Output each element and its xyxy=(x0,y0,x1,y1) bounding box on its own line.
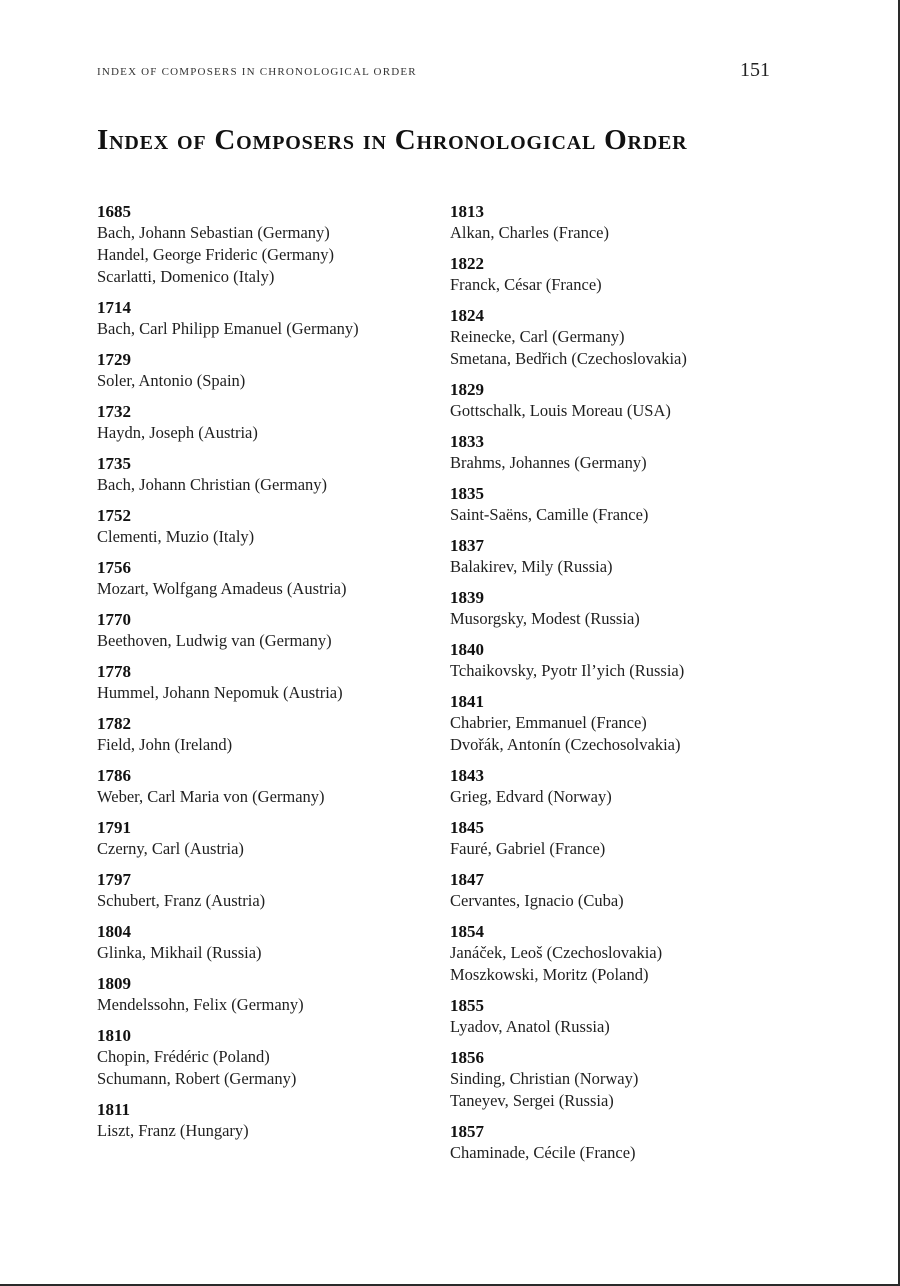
composer-entry: Smetana, Bedřich (Czechoslovakia) xyxy=(450,349,687,368)
composer-entry: Beethoven, Ludwig van (Germany) xyxy=(97,631,332,650)
year-heading: 1791 xyxy=(97,818,131,837)
composer-entry: Bach, Johann Sebastian (Germany) xyxy=(97,223,330,242)
composer-entry: Mozart, Wolfgang Amadeus (Austria) xyxy=(97,579,347,598)
composer-entry: Schubert, Franz (Austria) xyxy=(97,891,266,910)
composer-entry: Chabrier, Emmanuel (France) xyxy=(450,713,647,732)
page-title: Index of Composers in Chronological Order xyxy=(97,124,688,156)
year-entry xyxy=(450,306,790,370)
year-entry xyxy=(450,640,790,682)
year-heading: 1756 xyxy=(97,558,131,577)
composer-entry: Scarlatti, Domenico (Italy) xyxy=(97,267,275,286)
year-heading: 1841 xyxy=(450,692,484,711)
year-entry xyxy=(450,484,790,526)
composer-entry: Gottschalk, Louis Moreau (USA) xyxy=(450,401,671,420)
composer-entry: Haydn, Joseph (Austria) xyxy=(97,423,258,442)
year-entry xyxy=(450,766,790,808)
composer-entry: Fauré, Gabriel (France) xyxy=(450,839,606,858)
year-entry xyxy=(450,1048,790,1112)
year-entry xyxy=(97,662,437,704)
composer-entry: Chopin, Frédéric (Poland) xyxy=(97,1047,270,1066)
composer-entry: Alkan, Charles (France) xyxy=(450,223,609,242)
year-entry xyxy=(450,996,790,1038)
year-heading: 1837 xyxy=(450,536,484,555)
year-entry xyxy=(97,202,437,288)
year-entry xyxy=(450,432,790,474)
composer-entry: Saint-Saëns, Camille (France) xyxy=(450,505,649,524)
year-heading: 1833 xyxy=(450,432,484,451)
year-entry xyxy=(97,766,437,808)
composer-entry: Czerny, Carl (Austria) xyxy=(97,839,244,858)
year-heading: 1729 xyxy=(97,350,131,369)
composer-entry: Handel, George Frideric (Germany) xyxy=(97,245,335,264)
year-heading: 1856 xyxy=(450,1048,484,1067)
year-entry xyxy=(450,202,790,244)
year-heading: 1752 xyxy=(97,506,131,525)
composer-entry: Brahms, Johannes (Germany) xyxy=(450,453,647,472)
year-heading: 1843 xyxy=(450,766,484,785)
right-column xyxy=(450,202,790,1174)
year-entry xyxy=(97,298,437,340)
year-heading: 1735 xyxy=(97,454,131,473)
year-heading: 1835 xyxy=(450,484,484,503)
year-heading: 1839 xyxy=(450,588,484,607)
composer-entry: Reinecke, Carl (Germany) xyxy=(450,327,625,346)
composer-entry: Janáček, Leoš (Czechoslovakia) xyxy=(450,943,663,962)
composer-entry: Grieg, Edvard (Norway) xyxy=(450,787,612,806)
composer-entry: Hummel, Johann Nepomuk (Austria) xyxy=(97,683,343,702)
year-entry xyxy=(97,506,437,548)
year-entry xyxy=(450,536,790,578)
composer-entry: Soler, Antonio (Spain) xyxy=(97,371,246,390)
left-column xyxy=(97,202,437,1152)
composer-entry: Bach, Carl Philipp Emanuel (Germany) xyxy=(97,319,359,338)
year-heading: 1845 xyxy=(450,818,484,837)
year-entry xyxy=(97,818,437,860)
year-heading: 1824 xyxy=(450,306,484,325)
composer-entry: Liszt, Franz (Hungary) xyxy=(97,1121,249,1140)
year-heading: 1770 xyxy=(97,610,131,629)
year-heading: 1810 xyxy=(97,1026,131,1045)
year-entry xyxy=(97,1026,437,1090)
year-heading: 1840 xyxy=(450,640,484,659)
year-heading: 1829 xyxy=(450,380,484,399)
year-entry xyxy=(450,588,790,630)
composer-entry: Weber, Carl Maria von (Germany) xyxy=(97,787,325,806)
year-entry xyxy=(97,870,437,912)
year-heading: 1847 xyxy=(450,870,484,889)
year-heading: 1797 xyxy=(97,870,131,889)
year-entry xyxy=(450,692,790,756)
composer-entry: Franck, César (France) xyxy=(450,275,602,294)
year-heading: 1786 xyxy=(97,766,131,785)
year-entry xyxy=(97,610,437,652)
year-heading: 1813 xyxy=(450,202,484,221)
composer-entry: Lyadov, Anatol (Russia) xyxy=(450,1017,610,1036)
composer-entry: Bach, Johann Christian (Germany) xyxy=(97,475,328,494)
year-entry xyxy=(97,350,437,392)
year-entry xyxy=(450,380,790,422)
composer-entry: Balakirev, Mily (Russia) xyxy=(450,557,613,576)
year-heading: 1811 xyxy=(97,1100,131,1119)
composer-entry: Taneyev, Sergei (Russia) xyxy=(450,1091,614,1110)
composer-entry: Musorgsky, Modest (Russia) xyxy=(450,609,640,628)
year-heading: 1804 xyxy=(97,922,131,941)
year-heading: 1855 xyxy=(450,996,484,1015)
composer-entry: Moszkowski, Moritz (Poland) xyxy=(450,965,649,984)
year-heading: 1857 xyxy=(450,1122,484,1141)
year-entry xyxy=(97,714,437,756)
composer-entry: Glinka, Mikhail (Russia) xyxy=(97,943,262,962)
year-heading: 1809 xyxy=(97,974,131,993)
composer-entry: Dvořák, Antonín (Czechosolvakia) xyxy=(450,735,681,754)
composer-entry: Cervantes, Ignacio (Cuba) xyxy=(450,891,624,910)
year-heading: 1685 xyxy=(97,202,131,221)
composer-entry: Schumann, Robert (Germany) xyxy=(97,1069,297,1088)
year-entry xyxy=(450,254,790,296)
year-heading: 1782 xyxy=(97,714,131,733)
page-number: 151 xyxy=(740,59,770,81)
composer-entry: Chaminade, Cécile (France) xyxy=(450,1143,636,1162)
year-entry xyxy=(97,402,437,444)
year-entry xyxy=(97,454,437,496)
composer-entry: Mendelssohn, Felix (Germany) xyxy=(97,995,304,1014)
composer-entry: Field, John (Ireland) xyxy=(97,735,233,754)
composer-entry: Sinding, Christian (Norway) xyxy=(450,1069,639,1088)
year-entry xyxy=(450,922,790,986)
year-heading: 1822 xyxy=(450,254,484,273)
year-entry xyxy=(97,1100,437,1142)
year-entry xyxy=(97,974,437,1016)
year-heading: 1778 xyxy=(97,662,131,681)
year-entry xyxy=(450,818,790,860)
running-head: INDEX OF COMPOSERS IN CHRONOLOGICAL ORDER xyxy=(97,66,417,78)
composer-entry: Tchaikovsky, Pyotr Il’yich (Russia) xyxy=(450,661,685,680)
year-heading: 1714 xyxy=(97,298,131,317)
year-entry xyxy=(97,558,437,600)
composer-entry: Clementi, Muzio (Italy) xyxy=(97,527,255,546)
year-heading: 1732 xyxy=(97,402,131,421)
year-entry xyxy=(97,922,437,964)
year-entry xyxy=(450,870,790,912)
year-entry xyxy=(450,1122,790,1164)
year-heading: 1854 xyxy=(450,922,484,941)
